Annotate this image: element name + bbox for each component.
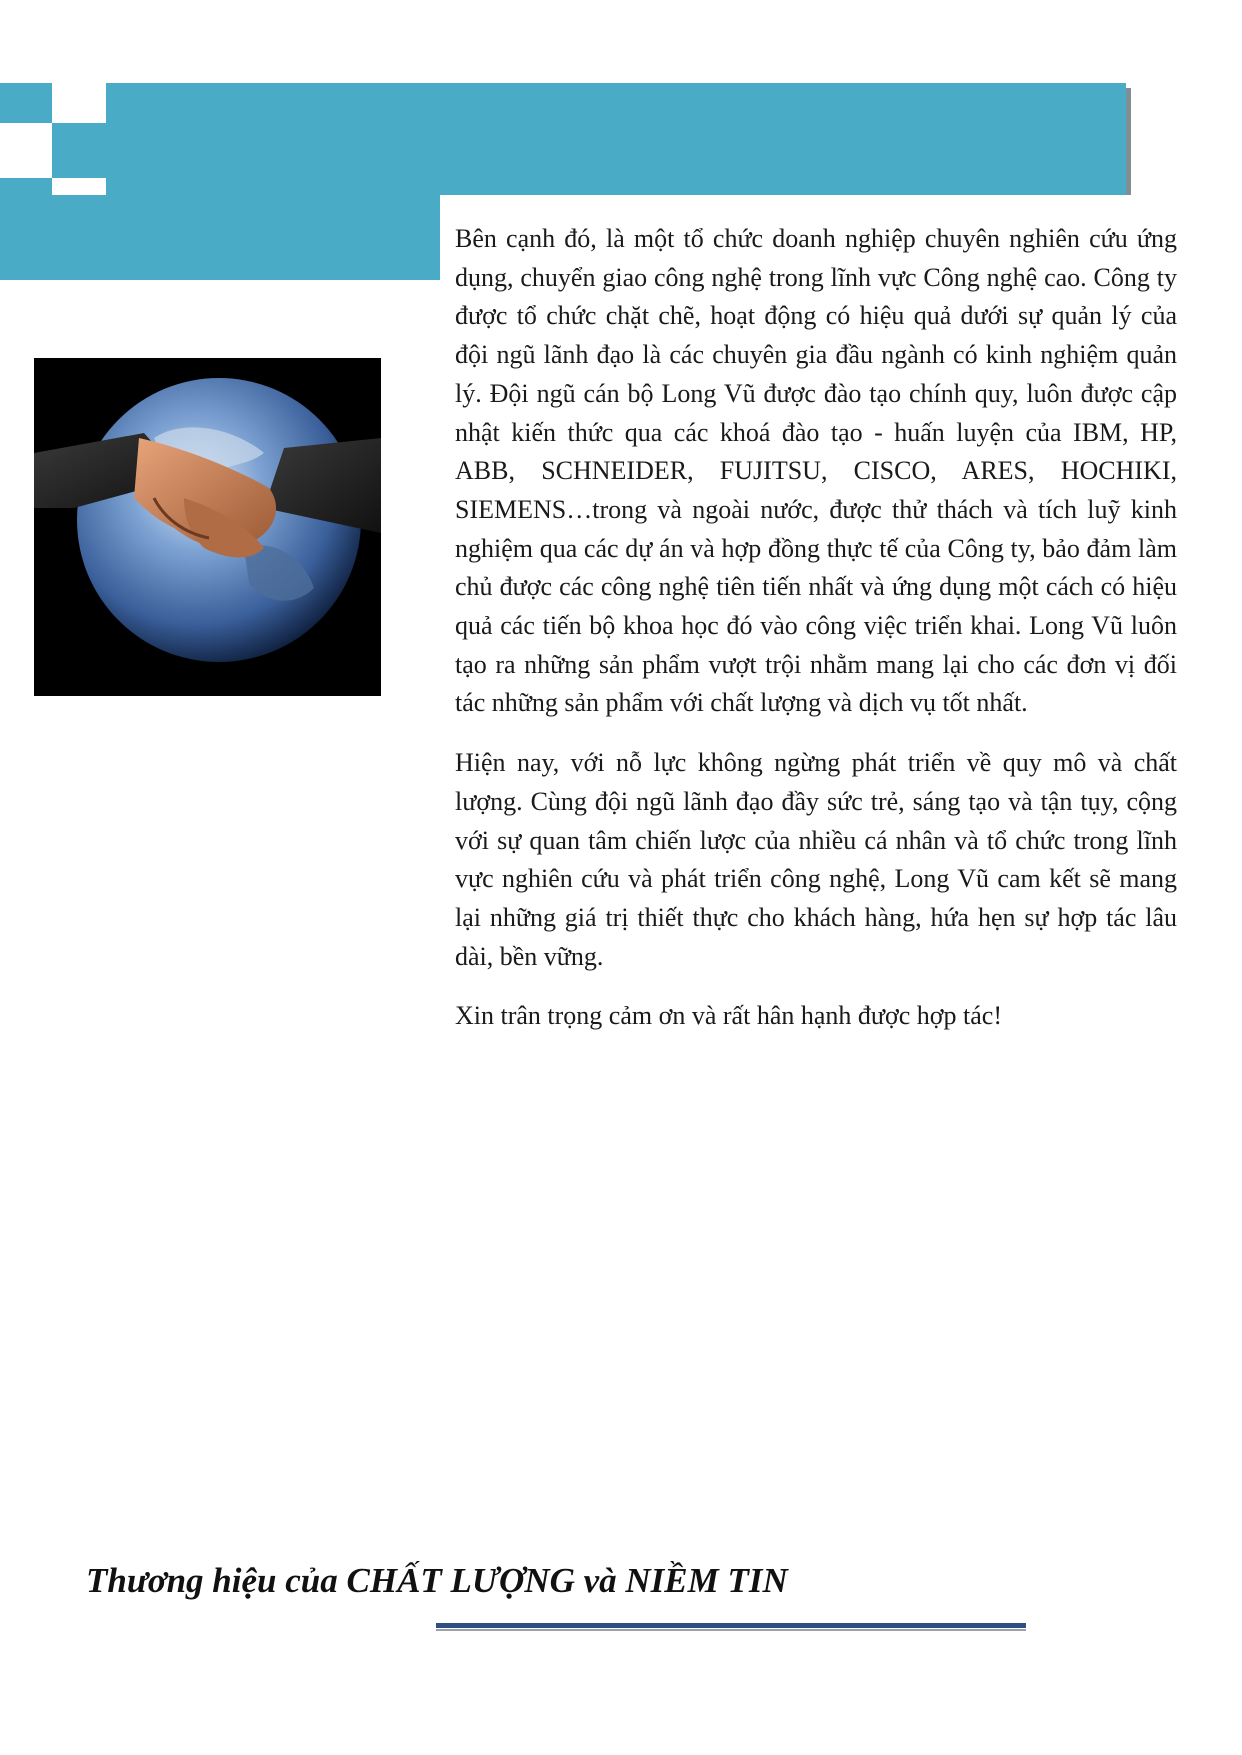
header-square-4 xyxy=(0,178,52,195)
footer-divider-shadow xyxy=(436,1629,1026,1631)
paragraph-2: Hiện nay, với nỗ lực không ngừng phát triển về quy mô và chất lượng. Cùng đội ngũ lãnh đạo đầy sức trẻ, sáng tạo và tận tụy, cộng với sự quan tâm chiến lược của nhiều cá nhân và tổ chức trong lĩnh vực nghiên cứu và phát triển công nghệ, Long Vũ cam kết sẽ mang lại những giá trị thiết thực cho khách hàng, hứa hẹn sự hợp tác lâu dài, bền vững. xyxy=(455,748,1177,971)
header-square-5 xyxy=(106,128,163,195)
header-banner xyxy=(163,83,1126,195)
paragraph-1: Bên cạnh đó, là một tổ chức doanh nghiệp chuyên nghiên cứu ứng dụng, chuyển giao công nghệ trong lĩnh vực Công nghệ cao. Công ty được tổ chức chặt chẽ, hoạt động có hiệu quả dưới sự quản lý của đội ngũ lãnh đạo là các chuyên gia đầu ngành có kinh nghiệm quản lý. Đội ngũ cán bộ Long Vũ được đào tạo chính quy, luôn được cập nhật kiến thức qua các khoá đào tạo - huấn luyện của IBM, HP, ABB, SCHNEIDER, FUJITSU, CISCO, ARES, HOCHIKI, SIEMENS…trong và ngoài nước, được thử thách và tích luỹ kinh nghiệm qua các dự án và hợp đồng thực tế của Công ty, bảo đảm làm chủ được các công nghệ tiên tiến nhất và ứng dụng một cách có hiệu quả các tiến bộ khoa học đó vào công việc triển khai. Long Vũ luôn tạo ra những sản phẩm vượt trội nhằm mang lại cho các đơn vị đối tác những sản phẩm với chất lượng và dịch vụ tốt nhất. xyxy=(455,224,1177,718)
header-square-1 xyxy=(0,83,52,123)
paragraph-3: Xin trân trọng cảm ơn và rất hân hạnh được hợp tác! xyxy=(455,1001,1002,1031)
header-square-2 xyxy=(52,123,106,178)
footer-divider xyxy=(436,1623,1026,1628)
footer-slogan: Thương hiệu của CHẤT LƯỢNG và NIỀM TIN xyxy=(86,1561,788,1600)
header-banner-shadow xyxy=(1126,88,1131,195)
header-banner-lower xyxy=(0,195,440,280)
body-text xyxy=(455,220,1177,1057)
header-square-3 xyxy=(106,83,163,128)
handshake-globe-image xyxy=(34,358,381,696)
